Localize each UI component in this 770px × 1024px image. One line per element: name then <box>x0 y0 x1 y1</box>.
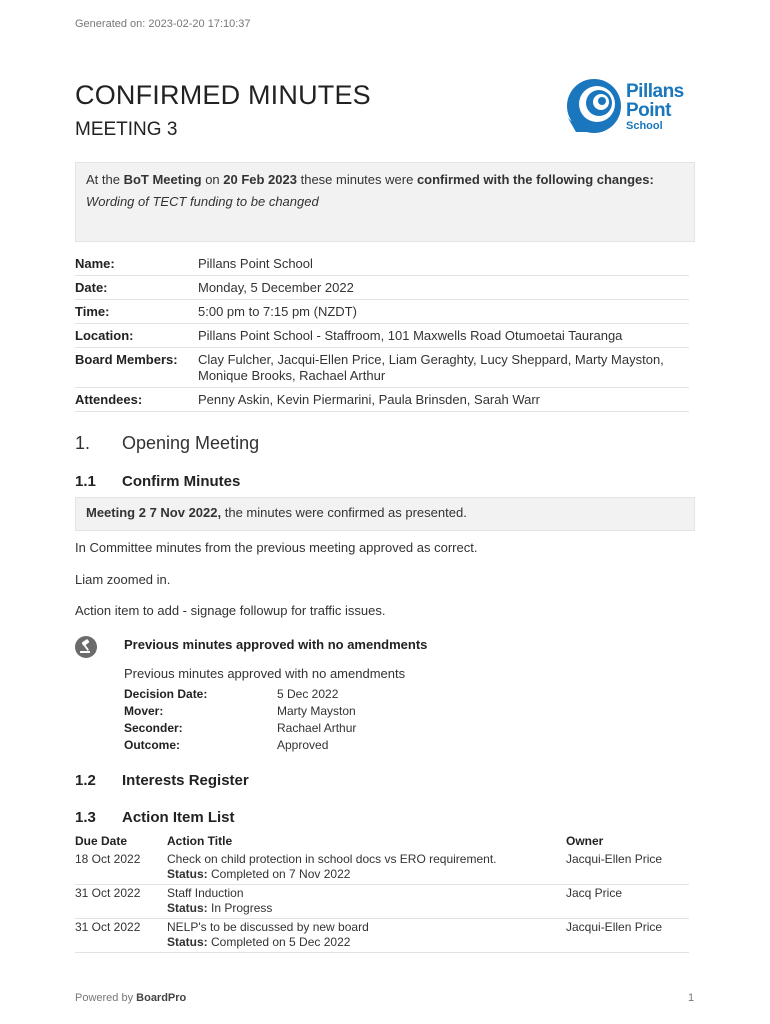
section-title: Opening Meeting <box>122 433 260 453</box>
minutes-confirmed-text: the minutes were confirmed as presented. <box>221 505 467 520</box>
status-value: Completed on 5 Dec 2022 <box>207 935 351 949</box>
logo-text-line2: Point <box>626 100 671 121</box>
decision-row-mover <box>124 703 356 720</box>
logo-text-line3: School <box>626 120 663 132</box>
confirmation-date: 20 Feb 2023 <box>223 172 297 187</box>
wave-logo-icon <box>566 78 624 134</box>
meta-value: Penny Askin, Kevin Piermarini, Paula Brinsden, Sarah Warr <box>198 392 541 407</box>
decision-label: Mover: <box>124 704 164 718</box>
meta-value: Pillans Point School <box>198 256 313 271</box>
footer-powered-by <box>75 992 186 1004</box>
column-header-action-title: Action Title <box>167 834 233 848</box>
minutes-paragraph-2: Liam zoomed in. <box>75 572 171 587</box>
meta-row-date <box>75 276 689 300</box>
meta-row-name <box>75 252 689 276</box>
meta-value: Clay Fulcher, Jacqui-Ellen Price, Liam Geraghty, Lucy Sheppard, Marty Mayston, Monique Brooks, Rachael Arthur <box>198 352 664 383</box>
decision-label: Outcome: <box>124 738 181 752</box>
decision-value: Rachael Arthur <box>277 721 357 735</box>
table-row <box>75 852 689 885</box>
decision-title: Previous minutes approved with no amendments <box>124 637 428 652</box>
previous-meeting-ref: Meeting 2 7 Nov 2022, <box>86 505 222 520</box>
subsection-heading-confirm-minutes <box>75 473 240 490</box>
meta-label: Date: <box>75 280 108 295</box>
meta-row-location <box>75 324 689 348</box>
decision-label: Decision Date: <box>124 687 208 701</box>
brand-name: BoardPro <box>136 992 187 1004</box>
decision-row-outcome <box>124 737 356 754</box>
subsection-heading-interests-register <box>75 772 249 789</box>
powered-by-text: Powered by <box>75 992 137 1004</box>
confirmation-text-2: on <box>201 172 224 187</box>
cell-due-date: 31 Oct 2022 <box>75 920 141 934</box>
column-header-owner: Owner <box>566 834 604 848</box>
subsection-title: Confirm Minutes <box>122 473 241 490</box>
meta-row-attendees <box>75 388 689 412</box>
meta-value: Monday, 5 December 2022 <box>198 280 354 295</box>
meta-label: Location: <box>75 328 134 343</box>
meta-row-time <box>75 300 689 324</box>
subsection-title: Action Item List <box>122 809 235 826</box>
table-header <box>75 834 689 851</box>
action-status <box>167 935 566 950</box>
action-title: Check on child protection in school docs vs ERO requirement. <box>167 852 497 866</box>
page-title: CONFIRMED MINUTES <box>75 80 371 110</box>
minutes-paragraph-1: In Committee minutes from the previous meeting approved as correct. <box>75 540 478 555</box>
decision-row-seconder <box>124 720 356 737</box>
decision-value: 5 Dec 2022 <box>277 687 339 701</box>
section-number: 1. <box>75 433 91 453</box>
decision-value: Marty Mayston <box>277 704 356 718</box>
minutes-confirmed-box <box>75 497 695 531</box>
subsection-number: 1.1 <box>75 473 96 490</box>
status-label: Status: <box>167 901 208 915</box>
subsection-number: 1.3 <box>75 809 96 826</box>
school-logo <box>566 78 696 134</box>
cell-owner: Jacqui-Ellen Price <box>566 920 663 934</box>
cell-due-date: 31 Oct 2022 <box>75 886 141 900</box>
subsection-title: Interests Register <box>122 772 249 789</box>
confirmation-text-1: At the <box>86 172 124 187</box>
logo-text-line1: Pillans <box>626 81 684 102</box>
action-item-table <box>75 834 689 953</box>
section-heading-opening <box>75 433 259 454</box>
minutes-paragraph-3: Action item to add - signage followup for traffic issues. <box>75 603 386 618</box>
table-row <box>75 920 689 953</box>
gavel-icon <box>75 636 97 658</box>
table-row <box>75 886 689 919</box>
meta-value: Pillans Point School - Staffroom, 101 Maxwells Road Otumoetai Tauranga <box>198 328 623 343</box>
status-value: In Progress <box>207 901 273 915</box>
cell-due-date: 18 Oct 2022 <box>75 852 141 866</box>
generated-timestamp: Generated on: 2023-02-20 17:10:37 <box>75 18 251 30</box>
cell-action <box>167 886 566 916</box>
action-title: Staff Induction <box>167 886 244 900</box>
status-label: Status: <box>167 935 208 949</box>
confirmation-text-3: these minutes were <box>296 172 417 187</box>
cell-action <box>167 852 566 882</box>
cell-owner: Jacq Price <box>566 886 623 900</box>
subsection-number: 1.2 <box>75 772 96 789</box>
decision-description: Previous minutes approved with no amendments <box>124 666 406 681</box>
meta-label: Board Members: <box>75 352 178 367</box>
confirmation-meeting: BoT Meeting <box>123 172 202 187</box>
confirmation-changes: Wording of TECT funding to be changed <box>86 194 319 209</box>
meta-row-board-members <box>75 348 689 388</box>
meta-label: Time: <box>75 304 110 319</box>
meta-label: Name: <box>75 256 115 271</box>
action-title: NELP's to be discussed by new board <box>167 920 369 934</box>
meta-label: Attendees: <box>75 392 143 407</box>
subsection-heading-action-items <box>75 809 235 826</box>
decision-value: Approved <box>277 738 329 752</box>
confirmation-status: confirmed with the following changes: <box>416 172 654 187</box>
confirmation-notice <box>75 162 695 242</box>
logo-wordmark <box>626 82 684 132</box>
cell-action <box>167 920 566 950</box>
meeting-subtitle: MEETING 3 <box>75 119 178 140</box>
decision-row-date <box>124 686 356 703</box>
action-status <box>167 867 566 882</box>
action-status <box>167 901 566 916</box>
confirmation-statement <box>86 172 684 188</box>
meta-value: 5:00 pm to 7:15 pm (NZDT) <box>198 304 357 319</box>
page-number: 1 <box>688 992 695 1004</box>
decision-label: Seconder: <box>124 721 183 735</box>
status-label: Status: <box>167 867 208 881</box>
column-header-due-date: Due Date <box>75 834 128 848</box>
decision-details <box>124 686 356 754</box>
meeting-details <box>75 252 689 412</box>
cell-owner: Jacqui-Ellen Price <box>566 852 663 866</box>
status-value: Completed on 7 Nov 2022 <box>207 867 351 881</box>
